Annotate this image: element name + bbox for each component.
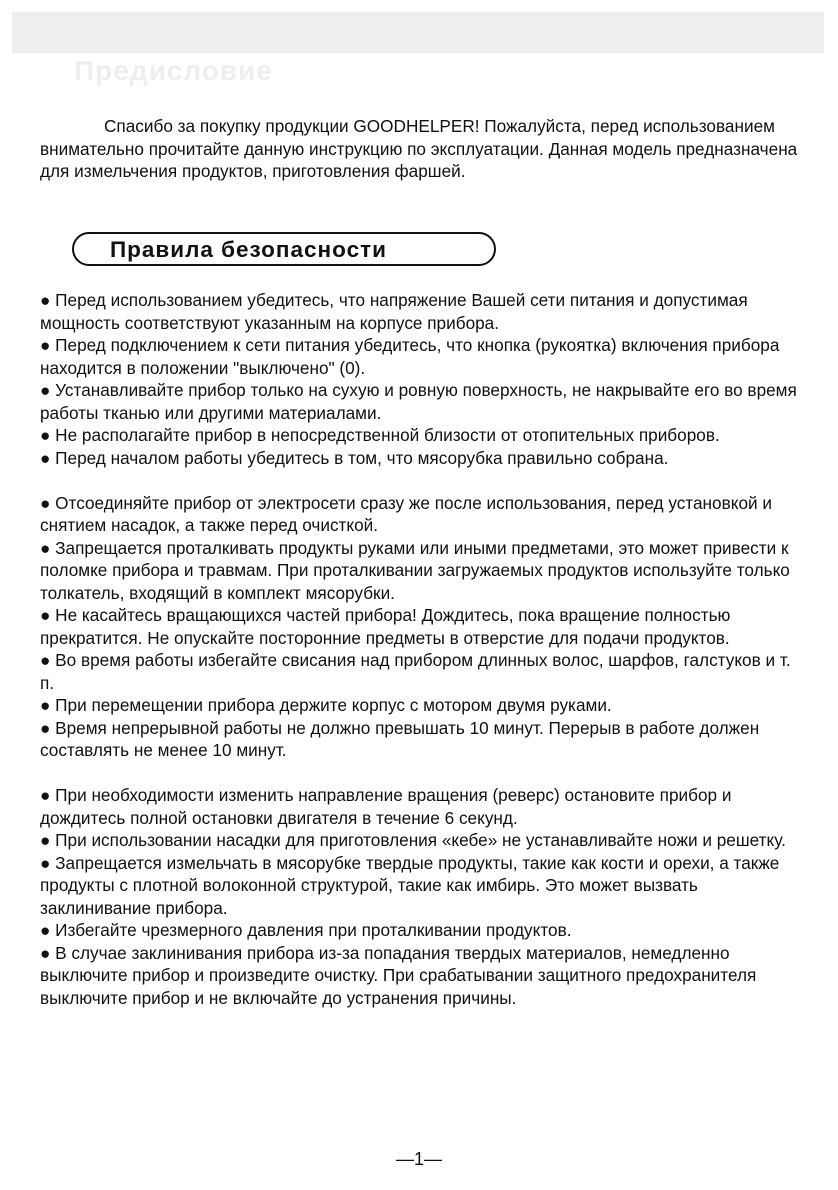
- header-band: [12, 12, 824, 53]
- rule-item: ● Не располагайте прибор в непосредственной близости от отопительных приборов.: [40, 425, 720, 445]
- rule-item: ● Время непрерывной работы не должно превышать 10 минут. Перерыв в работе должен составлять не менее 10 минут.: [40, 717, 760, 760]
- safety-section-header: [72, 232, 496, 266]
- rule-item: ● Не касайтесь вращающихся частей прибора! Дождитесь, пока вращение полностью прекратится. Не опускайте посторонние предметы в отверстие для подачи продуктов.: [40, 605, 731, 648]
- rule-item: ● Перед использованием убедитесь, что напряжение Вашей сети питания и допустимая мощность соответствуют указанным на корпусе прибора.: [40, 290, 748, 333]
- preface-title: Предисловие: [74, 55, 273, 86]
- safety-rules: [40, 289, 800, 1032]
- rule-item: ● Избегайте чрезмерного давления при проталкивании продуктов.: [40, 920, 572, 940]
- rule-item: ● Перед началом работы убедитесь в том, что мясорубка правильно собрана.: [40, 447, 669, 468]
- rule-item: ● Перед подключением к сети питания убедитесь, что кнопка (рукоятка) включения прибора находится в положении "выключено" (0).: [40, 335, 780, 378]
- rule-item: ● При использовании насадки для приготовления «кебе» не устанавливайте ножи и решетку.: [40, 830, 786, 850]
- rule-item: ● Запрещается проталкивать продукты руками или иными предметами, это может привести к поломке прибора и травмам. При проталкивании загружаемых продуктов используйте только толкатель, входящий в комплект мясорубки.: [40, 537, 790, 603]
- rule-group: [40, 492, 800, 762]
- rule-group: [40, 289, 800, 469]
- preface-text: Спасибо за покупку продукции GOODHELPER! Пожалуйста, перед использованием внимательно прочитайте данную инструкцию по эксплуатации. Данная модель предназначена для измельчения продуктов, приготовления фаршей.: [40, 116, 798, 181]
- rule-item: ● Отсоединяйте прибор от электросети сразу же после использования, перед установкой и снятием насадок, а также перед очисткой.: [40, 492, 772, 535]
- page-number: —1—: [395, 1149, 442, 1169]
- rule-item: ● При необходимости изменить направление вращения (реверс) остановите прибор и дождитесь полной остановки двигателя в течение 6 секунд.: [40, 785, 732, 828]
- safety-title: Правила безопасности: [110, 237, 387, 262]
- rule-item: ● Запрещается измельчать в мясорубке твердые продукты, такие как кости и орехи, а также продукты с плотной волоконной структурой, такие как имбирь. Это может вызвать заклинивание прибора.: [40, 852, 780, 918]
- rule-item: ● При перемещении прибора держите корпус с мотором двумя руками.: [40, 695, 612, 715]
- rule-item: ● Устанавливайте прибор только на сухую и ровную поверхность, не накрывайте его во время работы тканью или другими материалами.: [40, 380, 797, 423]
- rule-item: ● Во время работы избегайте свисания над прибором длинных волос, шарфов, галстуков и т. п.: [40, 650, 791, 693]
- rule-group: [40, 784, 800, 1009]
- rule-item: ● В случае заклинивания прибора из-за попадания твердых материалов, немедленно выключите прибор и произведите очистку. При срабатывании защитного предохранителя выключите прибор и не включайте до устранения причины.: [40, 942, 757, 1008]
